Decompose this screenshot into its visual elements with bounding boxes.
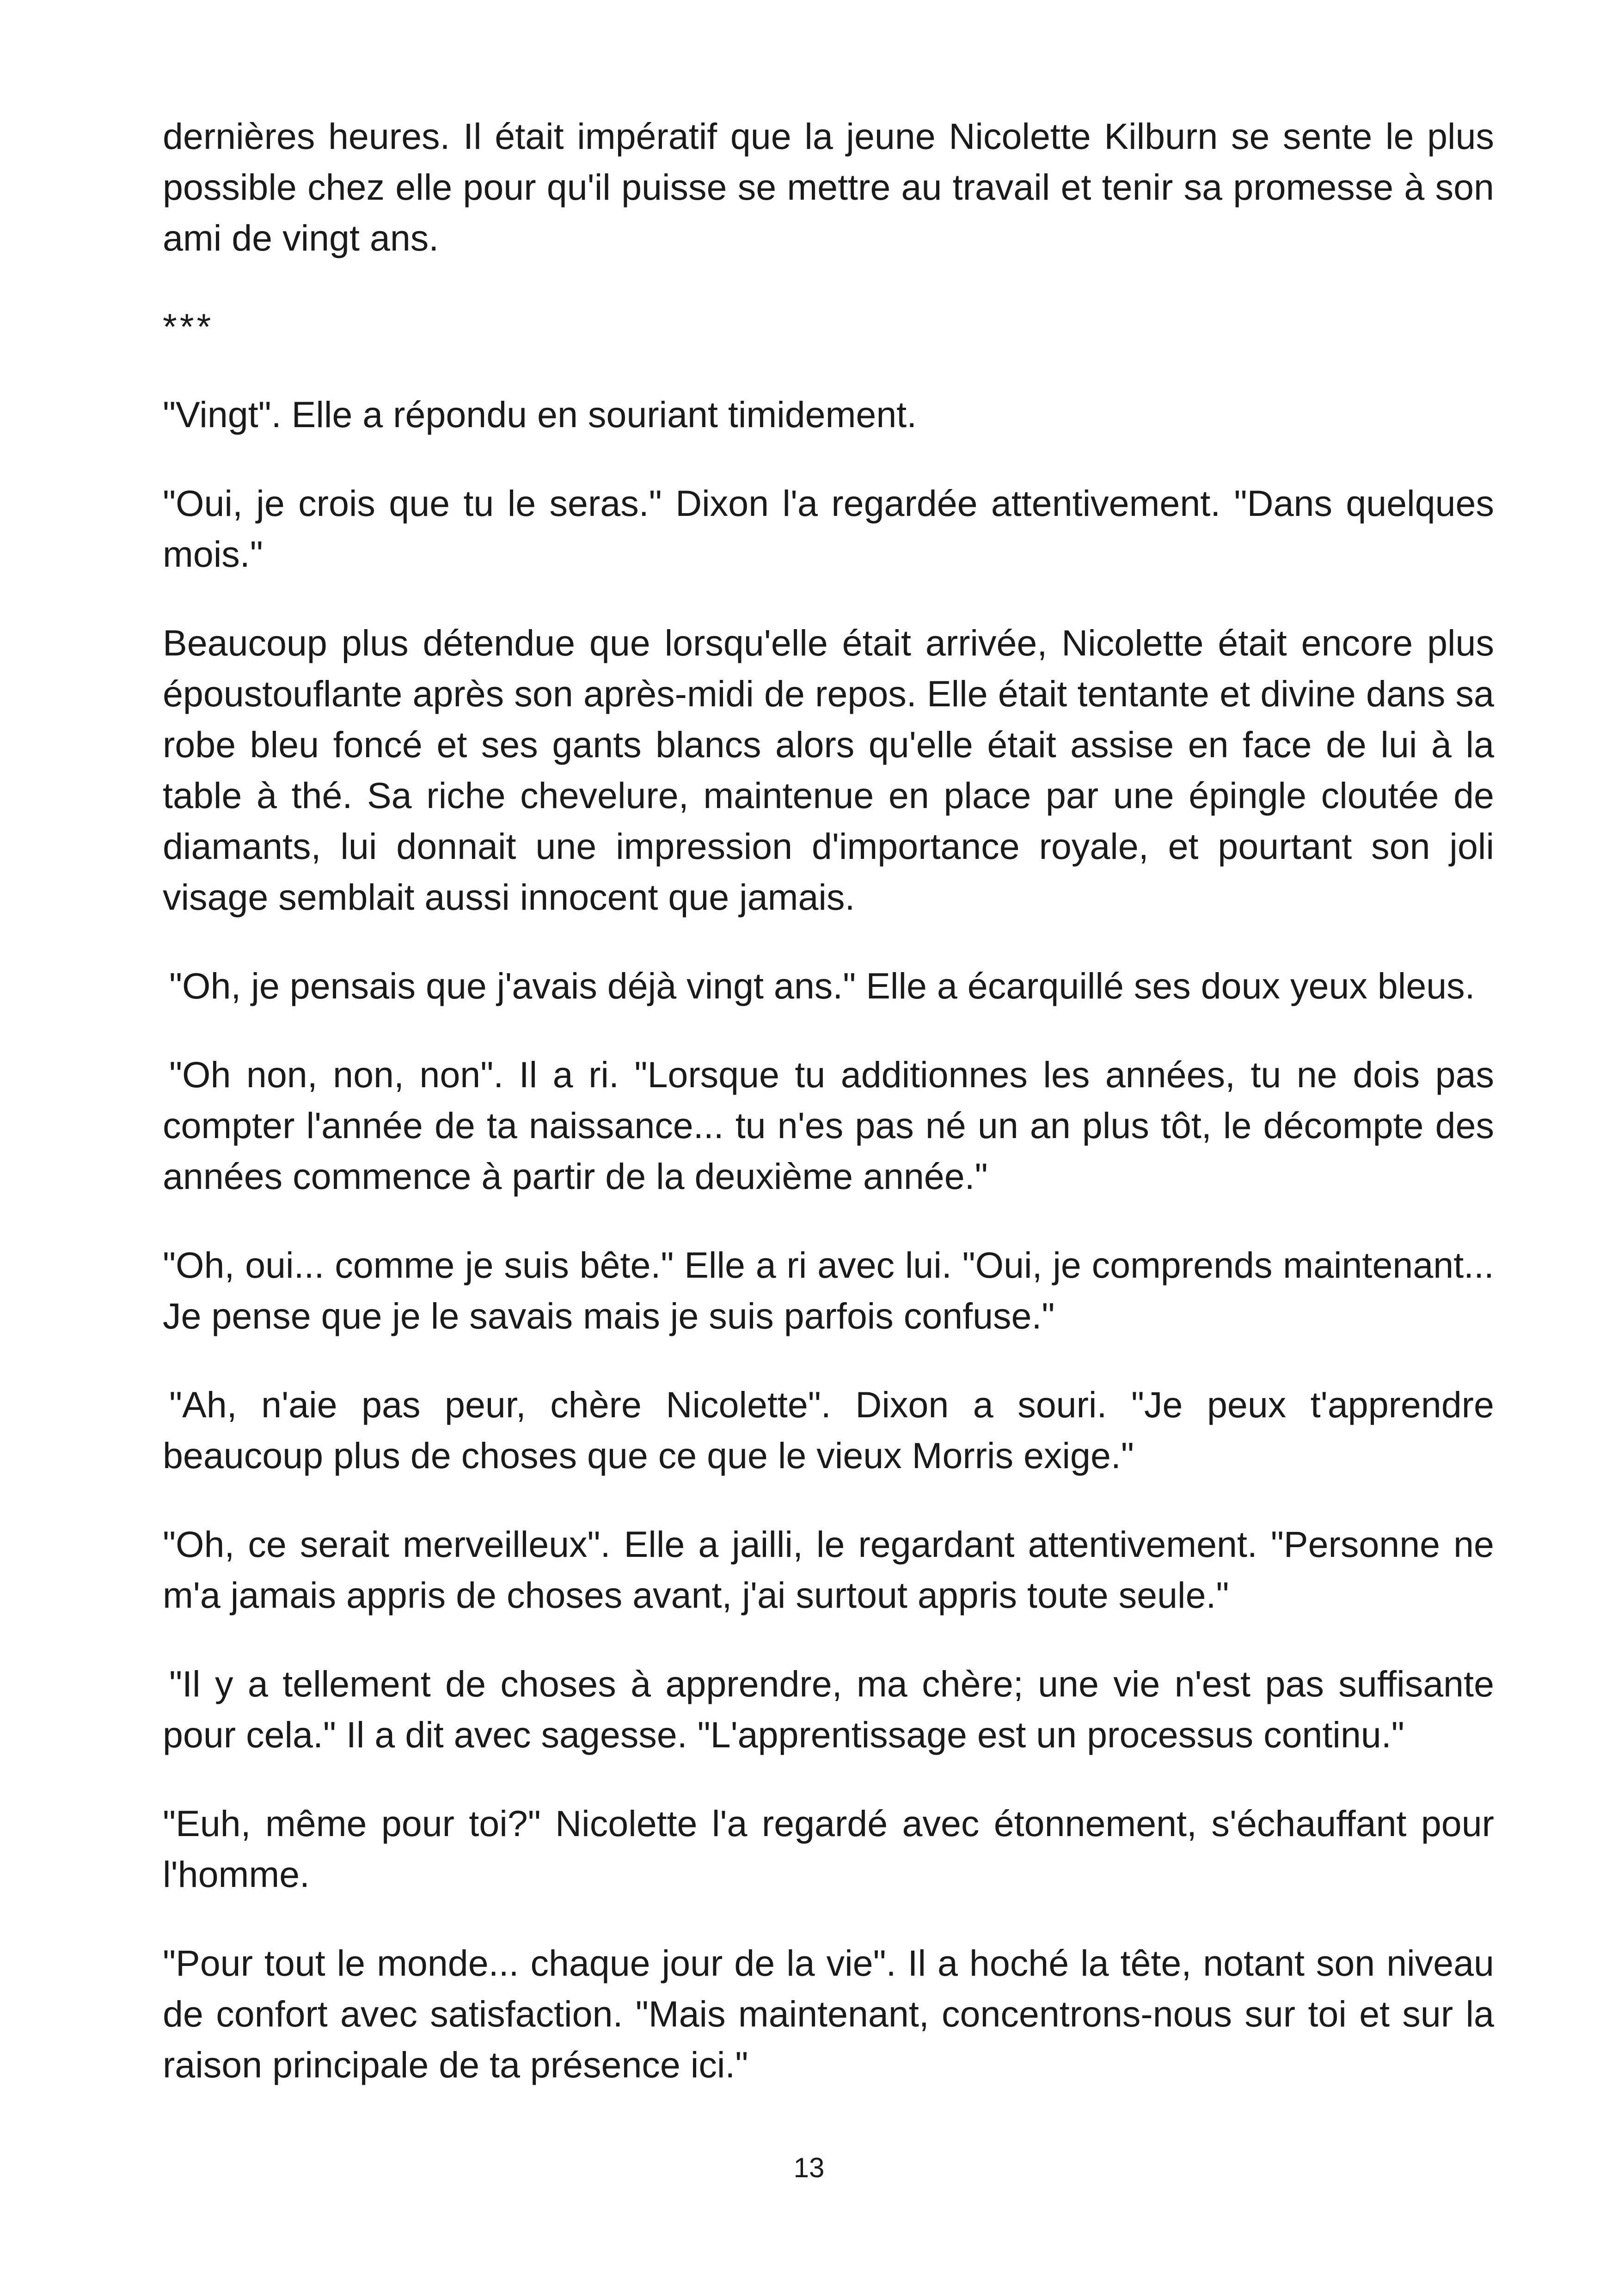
paragraph: "Oh non, non, non". Il a ri. "Lorsque tu additionnes les années, tu ne dois pas compter l'année de ta naissance... tu n'es pas né un an plus tôt, le décompte des années commence à partir de la deuxième année." <box>163 1054 1494 1197</box>
page-number: 13 <box>793 2152 825 2183</box>
paragraph: "Vingt". Elle a répondu en souriant timidement. <box>163 394 917 435</box>
paragraph: "Ah, n'aie pas peur, chère Nicolette". Dixon a souri. "Je peux t'apprendre beaucoup plus de choses que ce que le vieux Morris exige." <box>163 1384 1494 1476</box>
paragraph: "Oh, je pensais que j'avais déjà vingt ans." Elle a écarquillé ses doux yeux bleus. <box>169 965 1475 1006</box>
body-text <box>163 111 1494 2128</box>
paragraph: "Oh, oui... comme je suis bête." Elle a ri avec lui. "Oui, je comprends maintenant... Je pense que je le savais mais je suis parfois confuse." <box>163 1244 1494 1336</box>
paragraph: "Oui, je crois que tu le seras." Dixon l'a regardée attentivement. "Dans quelques mois." <box>163 483 1494 575</box>
paragraph: "Il y a tellement de choses à apprendre, ma chère; une vie n'est pas suffisante pour cela." Il a dit avec sagesse. "L'apprentissage est un processus continu." <box>163 1663 1494 1755</box>
paragraph: Beaucoup plus détendue que lorsqu'elle était arrivée, Nicolette était encore plus époustouflante après son après-midi de repos. Elle était tentante et divine dans sa robe bleu foncé et ses gants blancs alors qu'elle était assise en face de lui à la table à thé. Sa riche chevelure, maintenue en place par une épingle cloutée de diamants, lui donnait une impression d'importance royale, et pourtant son joli visage semblait aussi innocent que jamais. <box>163 622 1494 918</box>
paragraph: "Pour tout le monde... chaque jour de la vie". Il a hoché la tête, notant son niveau de confort avec satisfaction. "Mais maintenant, concentrons-nous sur toi et sur la raison principale de ta présence ici." <box>163 1942 1494 2085</box>
paragraph: "Oh, ce serait merveilleux". Elle a jailli, le regardant attentivement. "Personne ne m'a jamais appris de choses avant, j'ai surtout appris toute seule." <box>163 1524 1494 1616</box>
section-separator: *** <box>163 306 214 347</box>
paragraph: "Euh, même pour toi?" Nicolette l'a regardé avec étonnement, s'échauffant pour l'homme. <box>163 1803 1494 1895</box>
paragraph: dernières heures. Il était impératif que la jeune Nicolette Kilburn se sente le plus possible chez elle pour qu'il puisse se mettre au travail et tenir sa promesse à son ami de vingt ans. <box>163 116 1494 258</box>
